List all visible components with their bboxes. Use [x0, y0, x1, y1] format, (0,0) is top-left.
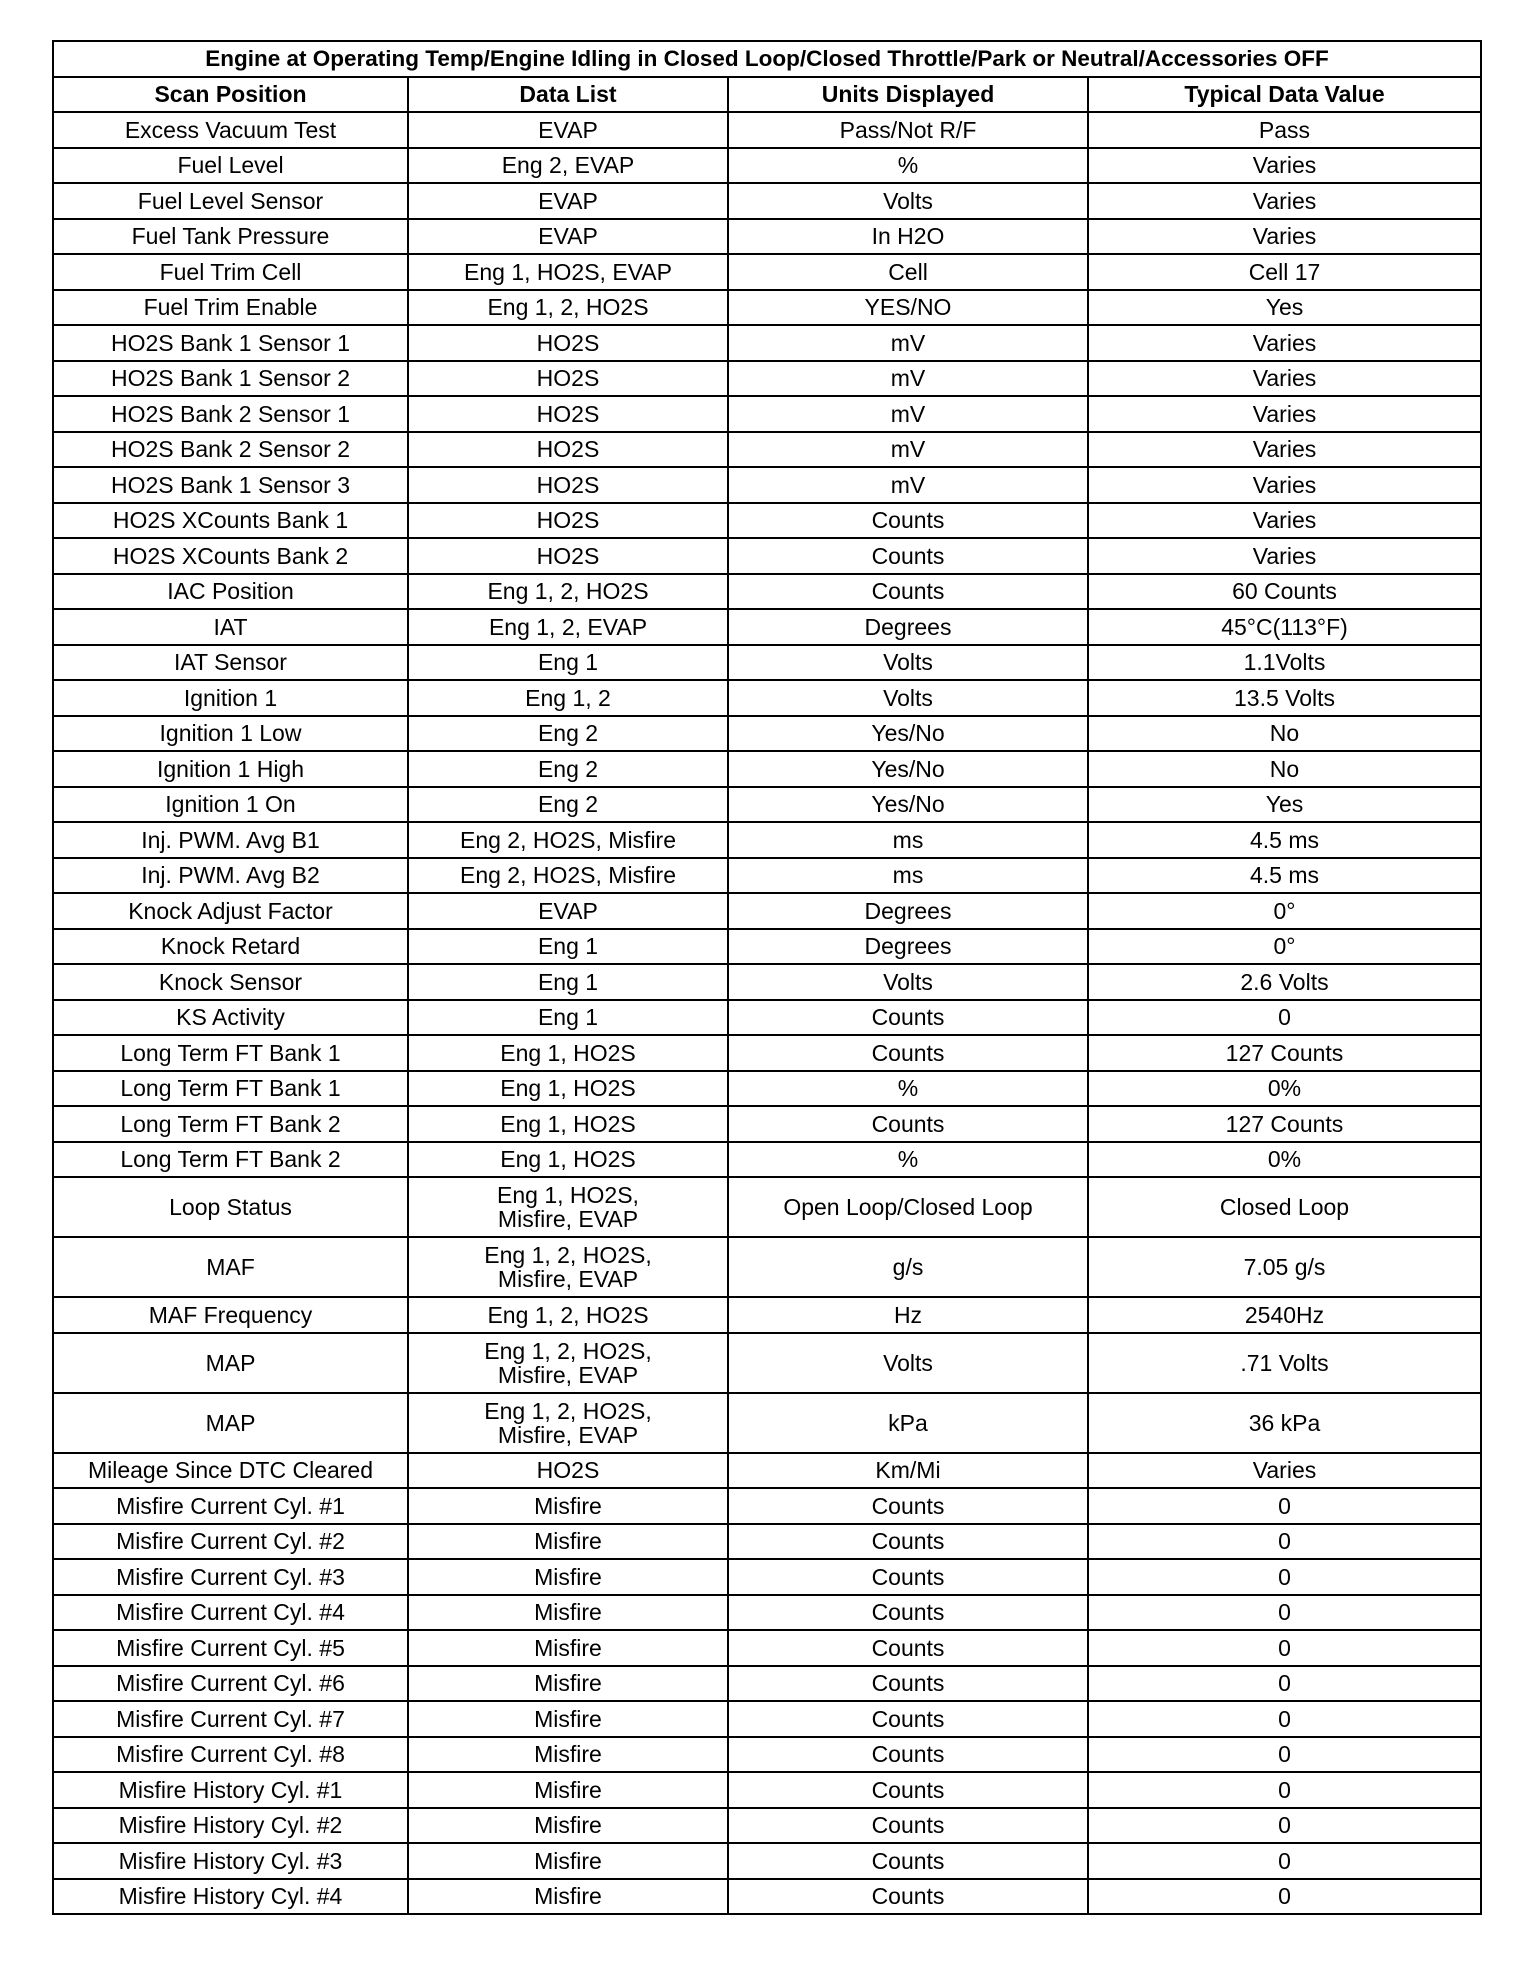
- cell-data-list: Eng 1, HO2S, Misfire, EVAP: [408, 1177, 728, 1237]
- table-row: [53, 609, 1481, 645]
- cell-scan-position: Knock Adjust Factor: [53, 893, 408, 929]
- table-row: [53, 1071, 1481, 1107]
- cell-data-list: HO2S: [408, 432, 728, 468]
- cell-scan-position: Fuel Trim Cell: [53, 254, 408, 290]
- cell-data-list: Eng 2: [408, 716, 728, 752]
- cell-scan-position: Misfire History Cyl. #4: [53, 1879, 408, 1915]
- cell-typical-value: 2540Hz: [1088, 1297, 1481, 1333]
- table-row: [53, 361, 1481, 397]
- cell-data-list: Misfire: [408, 1666, 728, 1702]
- cell-data-list: Misfire: [408, 1559, 728, 1595]
- cell-units-displayed: %: [728, 1142, 1088, 1178]
- cell-data-list: Eng 1, HO2S, EVAP: [408, 254, 728, 290]
- table-row: [53, 1595, 1481, 1631]
- cell-units-displayed: Volts: [728, 183, 1088, 219]
- cell-typical-value: Varies: [1088, 219, 1481, 255]
- table-row: [53, 254, 1481, 290]
- cell-units-displayed: Counts: [728, 1843, 1088, 1879]
- cell-typical-value: 0°: [1088, 893, 1481, 929]
- cell-typical-value: .71 Volts: [1088, 1333, 1481, 1393]
- cell-units-displayed: Degrees: [728, 609, 1088, 645]
- table-row: [53, 645, 1481, 681]
- cell-typical-value: 0%: [1088, 1071, 1481, 1107]
- cell-data-list: EVAP: [408, 893, 728, 929]
- cell-scan-position: Misfire Current Cyl. #1: [53, 1488, 408, 1524]
- cell-data-list: Eng 1: [408, 645, 728, 681]
- cell-units-displayed: Km/Mi: [728, 1453, 1088, 1489]
- cell-units-displayed: Volts: [728, 964, 1088, 1000]
- cell-scan-position: HO2S XCounts Bank 1: [53, 503, 408, 539]
- cell-units-displayed: Counts: [728, 1595, 1088, 1631]
- table-row: [53, 183, 1481, 219]
- cell-data-list: Eng 2, HO2S, Misfire: [408, 858, 728, 894]
- cell-typical-value: 0: [1088, 1772, 1481, 1808]
- cell-data-list: Eng 1, 2: [408, 680, 728, 716]
- cell-units-displayed: Counts: [728, 1000, 1088, 1036]
- cell-typical-value: 0: [1088, 1630, 1481, 1666]
- cell-typical-value: 45°C(113°F): [1088, 609, 1481, 645]
- cell-scan-position: HO2S Bank 1 Sensor 1: [53, 325, 408, 361]
- cell-scan-position: Knock Sensor: [53, 964, 408, 1000]
- table-row: [53, 1488, 1481, 1524]
- cell-units-displayed: mV: [728, 325, 1088, 361]
- table-row: [53, 1666, 1481, 1702]
- table-row: [53, 112, 1481, 148]
- cell-units-displayed: Hz: [728, 1297, 1088, 1333]
- table-row: [53, 1808, 1481, 1844]
- cell-typical-value: Varies: [1088, 361, 1481, 397]
- cell-data-list: Eng 1, HO2S: [408, 1071, 728, 1107]
- cell-typical-value: 4.5 ms: [1088, 822, 1481, 858]
- table-row: [53, 716, 1481, 752]
- cell-typical-value: 2.6 Volts: [1088, 964, 1481, 1000]
- cell-scan-position: Long Term FT Bank 2: [53, 1142, 408, 1178]
- cell-units-displayed: Degrees: [728, 929, 1088, 965]
- cell-data-list: Eng 1, 2, HO2S, Misfire, EVAP: [408, 1333, 728, 1393]
- table-row: [53, 858, 1481, 894]
- cell-scan-position: Misfire Current Cyl. #8: [53, 1737, 408, 1773]
- table-row: [53, 574, 1481, 610]
- cell-units-displayed: Counts: [728, 1035, 1088, 1071]
- cell-scan-position: IAT: [53, 609, 408, 645]
- cell-data-list: HO2S: [408, 467, 728, 503]
- cell-data-list: HO2S: [408, 538, 728, 574]
- table-row: [53, 432, 1481, 468]
- cell-units-displayed: Counts: [728, 1666, 1088, 1702]
- cell-scan-position: Ignition 1 High: [53, 751, 408, 787]
- table-row: [53, 396, 1481, 432]
- cell-units-displayed: ms: [728, 858, 1088, 894]
- cell-units-displayed: Pass/Not R/F: [728, 112, 1088, 148]
- cell-data-list: Eng 1, 2, HO2S: [408, 290, 728, 326]
- cell-scan-position: Loop Status: [53, 1177, 408, 1237]
- cell-scan-position: IAC Position: [53, 574, 408, 610]
- cell-data-list: Misfire: [408, 1701, 728, 1737]
- cell-units-displayed: Counts: [728, 1524, 1088, 1560]
- cell-units-displayed: mV: [728, 396, 1088, 432]
- cell-data-list: Eng 2, EVAP: [408, 148, 728, 184]
- cell-typical-value: 1.1Volts: [1088, 645, 1481, 681]
- cell-typical-value: Varies: [1088, 183, 1481, 219]
- scan-data-table: [52, 40, 1482, 1915]
- cell-scan-position: MAF: [53, 1237, 408, 1297]
- cell-data-list: HO2S: [408, 503, 728, 539]
- cell-typical-value: Varies: [1088, 503, 1481, 539]
- cell-units-displayed: kPa: [728, 1393, 1088, 1453]
- cell-typical-value: 0: [1088, 1595, 1481, 1631]
- cell-units-displayed: Volts: [728, 1333, 1088, 1393]
- cell-scan-position: KS Activity: [53, 1000, 408, 1036]
- cell-data-list: Misfire: [408, 1808, 728, 1844]
- cell-scan-position: Misfire History Cyl. #3: [53, 1843, 408, 1879]
- cell-scan-position: Long Term FT Bank 1: [53, 1071, 408, 1107]
- cell-data-list: HO2S: [408, 396, 728, 432]
- table-row: [53, 219, 1481, 255]
- cell-scan-position: Ignition 1 Low: [53, 716, 408, 752]
- cell-typical-value: 0: [1088, 1524, 1481, 1560]
- table-row: [53, 1737, 1481, 1773]
- cell-data-list: Eng 2: [408, 751, 728, 787]
- cell-scan-position: Fuel Tank Pressure: [53, 219, 408, 255]
- table-row: [53, 290, 1481, 326]
- cell-data-list: HO2S: [408, 361, 728, 397]
- table-row: [53, 467, 1481, 503]
- table-row: [53, 1879, 1481, 1915]
- cell-data-list: Eng 1: [408, 1000, 728, 1036]
- cell-scan-position: Inj. PWM. Avg B2: [53, 858, 408, 894]
- cell-typical-value: 0: [1088, 1666, 1481, 1702]
- cell-units-displayed: Counts: [728, 1559, 1088, 1595]
- cell-typical-value: 127 Counts: [1088, 1106, 1481, 1142]
- cell-scan-position: Fuel Level: [53, 148, 408, 184]
- cell-scan-position: Ignition 1 On: [53, 787, 408, 823]
- cell-scan-position: Misfire Current Cyl. #4: [53, 1595, 408, 1631]
- cell-scan-position: Misfire Current Cyl. #7: [53, 1701, 408, 1737]
- table-row: [53, 1142, 1481, 1178]
- cell-scan-position: Misfire Current Cyl. #3: [53, 1559, 408, 1595]
- cell-units-displayed: Counts: [728, 574, 1088, 610]
- table-row: [53, 680, 1481, 716]
- cell-units-displayed: YES/NO: [728, 290, 1088, 326]
- cell-units-displayed: Counts: [728, 1737, 1088, 1773]
- table-row: [53, 751, 1481, 787]
- cell-typical-value: Varies: [1088, 396, 1481, 432]
- cell-typical-value: 0: [1088, 1843, 1481, 1879]
- cell-scan-position: Misfire Current Cyl. #6: [53, 1666, 408, 1702]
- cell-units-displayed: In H2O: [728, 219, 1088, 255]
- table-row: [53, 964, 1481, 1000]
- table-row: [53, 1524, 1481, 1560]
- cell-units-displayed: Counts: [728, 1879, 1088, 1915]
- cell-data-list: Misfire: [408, 1524, 728, 1560]
- cell-scan-position: HO2S Bank 1 Sensor 3: [53, 467, 408, 503]
- cell-typical-value: 0: [1088, 1879, 1481, 1915]
- cell-scan-position: MAP: [53, 1393, 408, 1453]
- cell-units-displayed: Counts: [728, 1630, 1088, 1666]
- cell-units-displayed: Degrees: [728, 893, 1088, 929]
- cell-scan-position: IAT Sensor: [53, 645, 408, 681]
- cell-units-displayed: Yes/No: [728, 751, 1088, 787]
- cell-units-displayed: %: [728, 148, 1088, 184]
- cell-data-list: Misfire: [408, 1737, 728, 1773]
- cell-scan-position: Misfire History Cyl. #2: [53, 1808, 408, 1844]
- cell-typical-value: Closed Loop: [1088, 1177, 1481, 1237]
- cell-data-list: Misfire: [408, 1843, 728, 1879]
- table-row: [53, 1237, 1481, 1297]
- table-row: [53, 1559, 1481, 1595]
- cell-data-list: EVAP: [408, 112, 728, 148]
- cell-data-list: HO2S: [408, 325, 728, 361]
- cell-typical-value: No: [1088, 716, 1481, 752]
- table-row: [53, 787, 1481, 823]
- cell-units-displayed: Cell: [728, 254, 1088, 290]
- cell-data-list: Eng 1, HO2S: [408, 1035, 728, 1071]
- cell-scan-position: Long Term FT Bank 2: [53, 1106, 408, 1142]
- cell-units-displayed: Yes/No: [728, 716, 1088, 752]
- cell-typical-value: 0°: [1088, 929, 1481, 965]
- cell-typical-value: Pass: [1088, 112, 1481, 148]
- cell-typical-value: 13.5 Volts: [1088, 680, 1481, 716]
- table-row: [53, 538, 1481, 574]
- cell-units-displayed: Open Loop/Closed Loop: [728, 1177, 1088, 1237]
- table-row: [53, 1000, 1481, 1036]
- cell-typical-value: No: [1088, 751, 1481, 787]
- cell-data-list: Eng 2, HO2S, Misfire: [408, 822, 728, 858]
- cell-units-displayed: Counts: [728, 1106, 1088, 1142]
- cell-data-list: EVAP: [408, 219, 728, 255]
- cell-typical-value: Varies: [1088, 538, 1481, 574]
- cell-data-list: Eng 1, 2, HO2S, Misfire, EVAP: [408, 1237, 728, 1297]
- cell-typical-value: Varies: [1088, 467, 1481, 503]
- cell-typical-value: Varies: [1088, 1453, 1481, 1489]
- cell-data-list: Eng 1: [408, 964, 728, 1000]
- cell-data-list: Eng 1, 2, HO2S: [408, 574, 728, 610]
- cell-units-displayed: g/s: [728, 1237, 1088, 1297]
- cell-scan-position: HO2S Bank 1 Sensor 2: [53, 361, 408, 397]
- table-caption-row: [53, 41, 1481, 77]
- cell-scan-position: Misfire History Cyl. #1: [53, 1772, 408, 1808]
- cell-units-displayed: Yes/No: [728, 787, 1088, 823]
- cell-units-displayed: %: [728, 1071, 1088, 1107]
- cell-data-list: Misfire: [408, 1772, 728, 1808]
- cell-scan-position: Fuel Level Sensor: [53, 183, 408, 219]
- table-row: [53, 1333, 1481, 1393]
- cell-units-displayed: Counts: [728, 1701, 1088, 1737]
- cell-typical-value: Varies: [1088, 148, 1481, 184]
- cell-units-displayed: Counts: [728, 503, 1088, 539]
- cell-data-list: Misfire: [408, 1879, 728, 1915]
- cell-data-list: Eng 1, 2, EVAP: [408, 609, 728, 645]
- table-header-row: [53, 77, 1481, 113]
- cell-data-list: HO2S: [408, 1453, 728, 1489]
- cell-typical-value: 4.5 ms: [1088, 858, 1481, 894]
- cell-units-displayed: ms: [728, 822, 1088, 858]
- cell-data-list: Misfire: [408, 1595, 728, 1631]
- cell-typical-value: 7.05 g/s: [1088, 1237, 1481, 1297]
- cell-typical-value: Varies: [1088, 325, 1481, 361]
- cell-typical-value: Yes: [1088, 290, 1481, 326]
- cell-units-displayed: mV: [728, 432, 1088, 468]
- cell-data-list: Eng 1: [408, 929, 728, 965]
- table-row: [53, 1035, 1481, 1071]
- cell-scan-position: HO2S XCounts Bank 2: [53, 538, 408, 574]
- cell-data-list: EVAP: [408, 183, 728, 219]
- cell-typical-value: Yes: [1088, 787, 1481, 823]
- cell-scan-position: Excess Vacuum Test: [53, 112, 408, 148]
- header-units-displayed: Units Displayed: [728, 77, 1088, 113]
- cell-typical-value: 0: [1088, 1808, 1481, 1844]
- cell-units-displayed: Volts: [728, 645, 1088, 681]
- table-body: [53, 112, 1481, 1914]
- cell-units-displayed: mV: [728, 467, 1088, 503]
- cell-scan-position: Misfire Current Cyl. #2: [53, 1524, 408, 1560]
- cell-typical-value: 0: [1088, 1701, 1481, 1737]
- cell-typical-value: Cell 17: [1088, 254, 1481, 290]
- cell-typical-value: 0: [1088, 1559, 1481, 1595]
- cell-typical-value: 0%: [1088, 1142, 1481, 1178]
- cell-data-list: Misfire: [408, 1630, 728, 1666]
- header-scan-position: Scan Position: [53, 77, 408, 113]
- table-row: [53, 822, 1481, 858]
- table-row: [53, 1393, 1481, 1453]
- cell-scan-position: MAF Frequency: [53, 1297, 408, 1333]
- table-row: [53, 1701, 1481, 1737]
- cell-scan-position: Misfire Current Cyl. #5: [53, 1630, 408, 1666]
- cell-scan-position: Ignition 1: [53, 680, 408, 716]
- table-row: [53, 1453, 1481, 1489]
- cell-scan-position: Mileage Since DTC Cleared: [53, 1453, 408, 1489]
- cell-scan-position: Long Term FT Bank 1: [53, 1035, 408, 1071]
- cell-data-list: Eng 2: [408, 787, 728, 823]
- cell-scan-position: Knock Retard: [53, 929, 408, 965]
- cell-units-displayed: mV: [728, 361, 1088, 397]
- table-row: [53, 1772, 1481, 1808]
- cell-typical-value: 0: [1088, 1488, 1481, 1524]
- cell-scan-position: HO2S Bank 2 Sensor 2: [53, 432, 408, 468]
- table-row: [53, 1630, 1481, 1666]
- cell-typical-value: 127 Counts: [1088, 1035, 1481, 1071]
- cell-data-list: Misfire: [408, 1488, 728, 1524]
- cell-typical-value: 60 Counts: [1088, 574, 1481, 610]
- table-row: [53, 1106, 1481, 1142]
- cell-data-list: Eng 1, 2, HO2S, Misfire, EVAP: [408, 1393, 728, 1453]
- cell-units-displayed: Counts: [728, 1488, 1088, 1524]
- table-row: [53, 1297, 1481, 1333]
- cell-data-list: Eng 1, HO2S: [408, 1106, 728, 1142]
- header-data-list: Data List: [408, 77, 728, 113]
- table-row: [53, 148, 1481, 184]
- cell-typical-value: Varies: [1088, 432, 1481, 468]
- cell-units-displayed: Counts: [728, 538, 1088, 574]
- cell-data-list: Eng 1, 2, HO2S: [408, 1297, 728, 1333]
- cell-typical-value: 36 kPa: [1088, 1393, 1481, 1453]
- cell-units-displayed: Volts: [728, 680, 1088, 716]
- table-row: [53, 1843, 1481, 1879]
- cell-scan-position: Inj. PWM. Avg B1: [53, 822, 408, 858]
- header-typical-data-value: Typical Data Value: [1088, 77, 1481, 113]
- cell-typical-value: 0: [1088, 1737, 1481, 1773]
- table-row: [53, 503, 1481, 539]
- cell-scan-position: MAP: [53, 1333, 408, 1393]
- table-row: [53, 893, 1481, 929]
- cell-units-displayed: Counts: [728, 1772, 1088, 1808]
- table-caption: Engine at Operating Temp/Engine Idling in Closed Loop/Closed Throttle/Park or Neutral/Accessories OFF: [53, 41, 1481, 77]
- cell-typical-value: 0: [1088, 1000, 1481, 1036]
- table-row: [53, 325, 1481, 361]
- table-row: [53, 1177, 1481, 1237]
- table-row: [53, 929, 1481, 965]
- cell-data-list: Eng 1, HO2S: [408, 1142, 728, 1178]
- cell-units-displayed: Counts: [728, 1808, 1088, 1844]
- cell-scan-position: Fuel Trim Enable: [53, 290, 408, 326]
- cell-scan-position: HO2S Bank 2 Sensor 1: [53, 396, 408, 432]
